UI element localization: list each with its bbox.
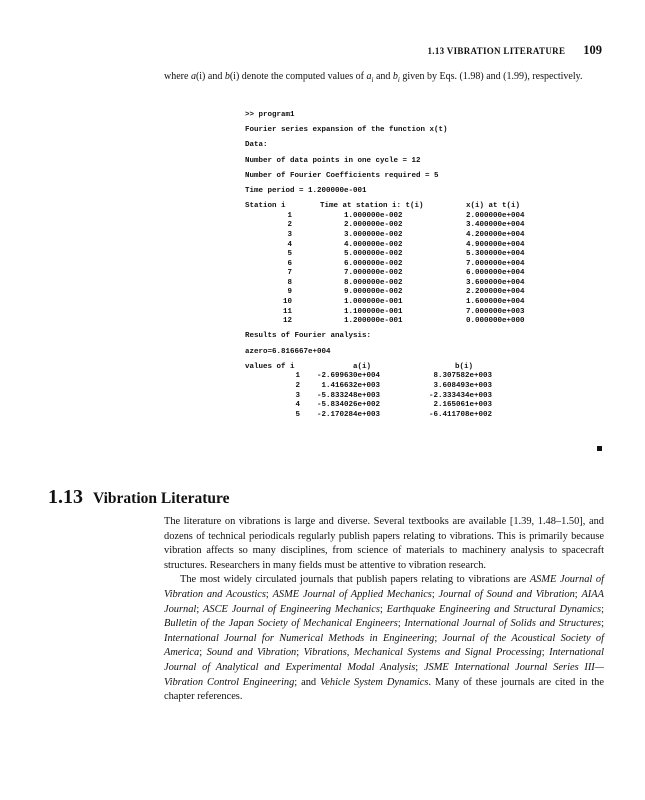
- table1-row: [245, 269, 545, 279]
- journal-name: Sound and Vibration: [206, 647, 297, 659]
- table1-body: [245, 212, 545, 327]
- table2-body: [245, 372, 545, 420]
- station-x: 1.600000e+004: [466, 298, 525, 307]
- program-title: Fourier series expansion of the function x(t): [245, 126, 448, 135]
- station-x: 2.000000e+004: [466, 211, 525, 220]
- coefficient-index: 4: [295, 401, 300, 410]
- table2-row: [245, 401, 545, 411]
- coefficient-b: 8.307582e+003: [433, 372, 493, 381]
- journal-name: International Journal of Solids and Structures: [404, 618, 602, 630]
- station-index: 8: [287, 278, 292, 287]
- table1-row: [245, 308, 545, 318]
- station-time: 1.200000e-001: [344, 317, 403, 326]
- journal-name: Bulletin of the Japan Society of Mechanical Engineers: [164, 618, 398, 630]
- station-index: 9: [287, 288, 292, 297]
- table1-row: [245, 317, 545, 327]
- station-index: 10: [282, 298, 292, 307]
- journal-name: ASME Journal of Vibration and Acoustics: [164, 574, 604, 600]
- data-label: Data:: [245, 141, 268, 150]
- section-heading: [48, 486, 229, 509]
- journal-name: Vehicle System Dynamics: [320, 676, 429, 688]
- coefficient-a: -5.833248e+003: [317, 391, 381, 400]
- station-index: 11: [282, 307, 292, 316]
- station-time: 8.000000e-002: [344, 278, 403, 287]
- table1-row: [245, 279, 545, 289]
- coefficient-b: -2.333434e+003: [429, 391, 493, 400]
- station-time: 5.000000e-002: [344, 250, 403, 259]
- coefficient-index: 3: [295, 391, 300, 400]
- journal-name: ASCE Journal of Engineering Mechanics: [203, 603, 380, 615]
- station-x: 6.000000e+004: [466, 269, 525, 278]
- journal-name: Journal of Sound and Vibration: [438, 588, 575, 600]
- table2-row: [245, 411, 545, 421]
- station-x: 3.600000e+004: [466, 278, 525, 287]
- station-x: 5.300000e+004: [466, 250, 525, 259]
- time-period: Time period = 1.200000e-001: [245, 186, 367, 195]
- program-output: [245, 111, 545, 420]
- station-time: 6.000000e-002: [344, 259, 403, 268]
- paragraph-1: The literature on vibrations is large and diverse. Several textbooks are available [1.39, 1.48–1.50], and dozens of technical periodicals regularly publish papers relating to vibrations. This is primarily because vibration affects so many disciplines, from science of materials to machinery analysis to spacecraft structures. Researchers in many fields must be attentive to vibration research.: [164, 516, 604, 571]
- station-x: 2.200000e+004: [466, 288, 525, 297]
- end-of-example-marker: [597, 446, 602, 451]
- station-x: 0.000000e+000: [466, 317, 525, 326]
- station-time: 7.000000e-002: [344, 269, 403, 278]
- table1-col-time: Time at station i: t(i): [320, 202, 424, 211]
- station-x: 4.200000e+004: [466, 230, 525, 239]
- table1-row: [245, 288, 545, 298]
- coefficient-a: -2.699630e+004: [317, 372, 381, 381]
- journal-name: Journal of the Acoustical Society of America: [164, 632, 604, 659]
- station-index: 2: [287, 221, 292, 230]
- journal-name: International Journal of Analytical and Experimental Modal Analysis: [164, 647, 604, 673]
- table1-row: [245, 221, 545, 231]
- station-index: 12: [282, 317, 292, 326]
- station-index: 5: [287, 250, 292, 259]
- azero-value: azero=6.816667e+004: [245, 347, 331, 356]
- coefficient-index: 5: [295, 410, 300, 419]
- journal-name: AIAA Journal: [164, 588, 604, 615]
- num-points: Number of data points in one cycle = 12: [245, 156, 421, 165]
- station-time: 3.000000e-002: [344, 230, 403, 239]
- station-x: 7.000000e+004: [466, 259, 525, 268]
- station-x: 7.000000e+003: [466, 307, 525, 316]
- section-title: Vibration Literature: [93, 490, 230, 507]
- journal-name: Earthquake Engineering and Structural Dynamics: [386, 603, 602, 615]
- table1-col-x: x(i) at t(i): [466, 202, 521, 211]
- coefficient-b: -6.411708e+002: [429, 410, 493, 419]
- table1-row: [245, 241, 545, 251]
- section-number: 1.13: [48, 486, 83, 508]
- table1-row: [245, 212, 545, 222]
- station-x: 3.400000e+004: [466, 221, 525, 230]
- journal-name: JSME International Journal Series III—Vibration Control Engineering: [164, 661, 604, 688]
- coefficient-a: -5.834026e+002: [317, 401, 381, 410]
- station-time: 9.000000e-002: [344, 288, 403, 297]
- station-time: 4.000000e-002: [344, 240, 403, 249]
- program-prompt: >> program1: [245, 111, 295, 119]
- station-index: 1: [287, 211, 292, 220]
- running-head-section: 1.13 VIBRATION LITERATURE: [427, 46, 566, 56]
- journal-name: International Journal for Numerical Methods in Engineering: [164, 632, 435, 644]
- table2-col-a: a(i): [353, 362, 372, 371]
- journal-name: ASME Journal of Applied Mechanics: [272, 588, 432, 600]
- coefficient-b: 2.165061e+003: [433, 401, 493, 410]
- paragraph-2: The most widely circulated journals that publish papers relating to vibrations are ASME Journal of Vibration and Acoustics; ASME Journal of Applied Mechanics; Journal of Sound and Vibration; AIAA Journal; ASCE Journal of Engineering Mechanics; Earthquake Engineering and Structural Dynamics; Bulletin of the Japan Society of Mechanical Engineers; International Journal of Solids and Structures; International Journal for Numerical Methods in Engineering; Journal of the Acoustical Society of America; Sound and Vibration; Vibrations, Mechanical Systems and Signal Processing; International Journal of Analytical and Experimental Modal Analysis; JSME International Journal Series III—Vibration Control Engineering; and Vehicle System Dynamics. Many of these journals are cited in the chapter references.: [164, 574, 604, 703]
- table1-header: [245, 202, 545, 212]
- station-index: 7: [287, 269, 292, 278]
- running-head: [0, 41, 602, 59]
- coefficient-a: 1.416632e+003: [321, 382, 381, 390]
- table1-row: [245, 250, 545, 260]
- station-x: 4.900000e+004: [466, 240, 525, 249]
- page-number: 109: [583, 43, 602, 57]
- section-body: [164, 515, 604, 705]
- station-time: 1.100000e-001: [344, 307, 403, 316]
- intro-paragraph: where a(i) and b(i) denote the computed values of $a_i$ and $b_i$ given by Eqs. (1.98) and (1.99), respectively.: [164, 71, 583, 84]
- table2-col-i: values of i: [245, 362, 295, 371]
- coefficient-index: 1: [295, 372, 300, 381]
- station-index: 4: [287, 240, 292, 249]
- results-label: Results of Fourier analysis:: [245, 332, 372, 341]
- journal-name: Vibrations, Mechanical Systems and Signal Processing: [303, 647, 542, 659]
- table2-header: [245, 363, 545, 373]
- coefficient-a: -2.170284e+003: [317, 410, 381, 419]
- table2-row: [245, 382, 545, 392]
- station-time: 1.000000e-001: [344, 298, 403, 307]
- table1-row: [245, 298, 545, 308]
- station-index: 6: [287, 259, 292, 268]
- num-coeffs: Number of Fourier Coefficients required = 5: [245, 171, 439, 180]
- table2-row: [245, 392, 545, 402]
- table1-row: [245, 231, 545, 241]
- station-time: 2.000000e-002: [344, 221, 403, 230]
- table1-row: [245, 260, 545, 270]
- station-index: 3: [287, 230, 292, 239]
- station-time: 1.000000e-002: [344, 211, 403, 220]
- coefficient-index: 2: [295, 382, 300, 390]
- table2-row: [245, 372, 545, 382]
- coefficient-b: 3.608493e+003: [433, 382, 493, 390]
- table1-col-station: Station i: [245, 202, 286, 211]
- table2-col-b: b(i): [455, 362, 474, 371]
